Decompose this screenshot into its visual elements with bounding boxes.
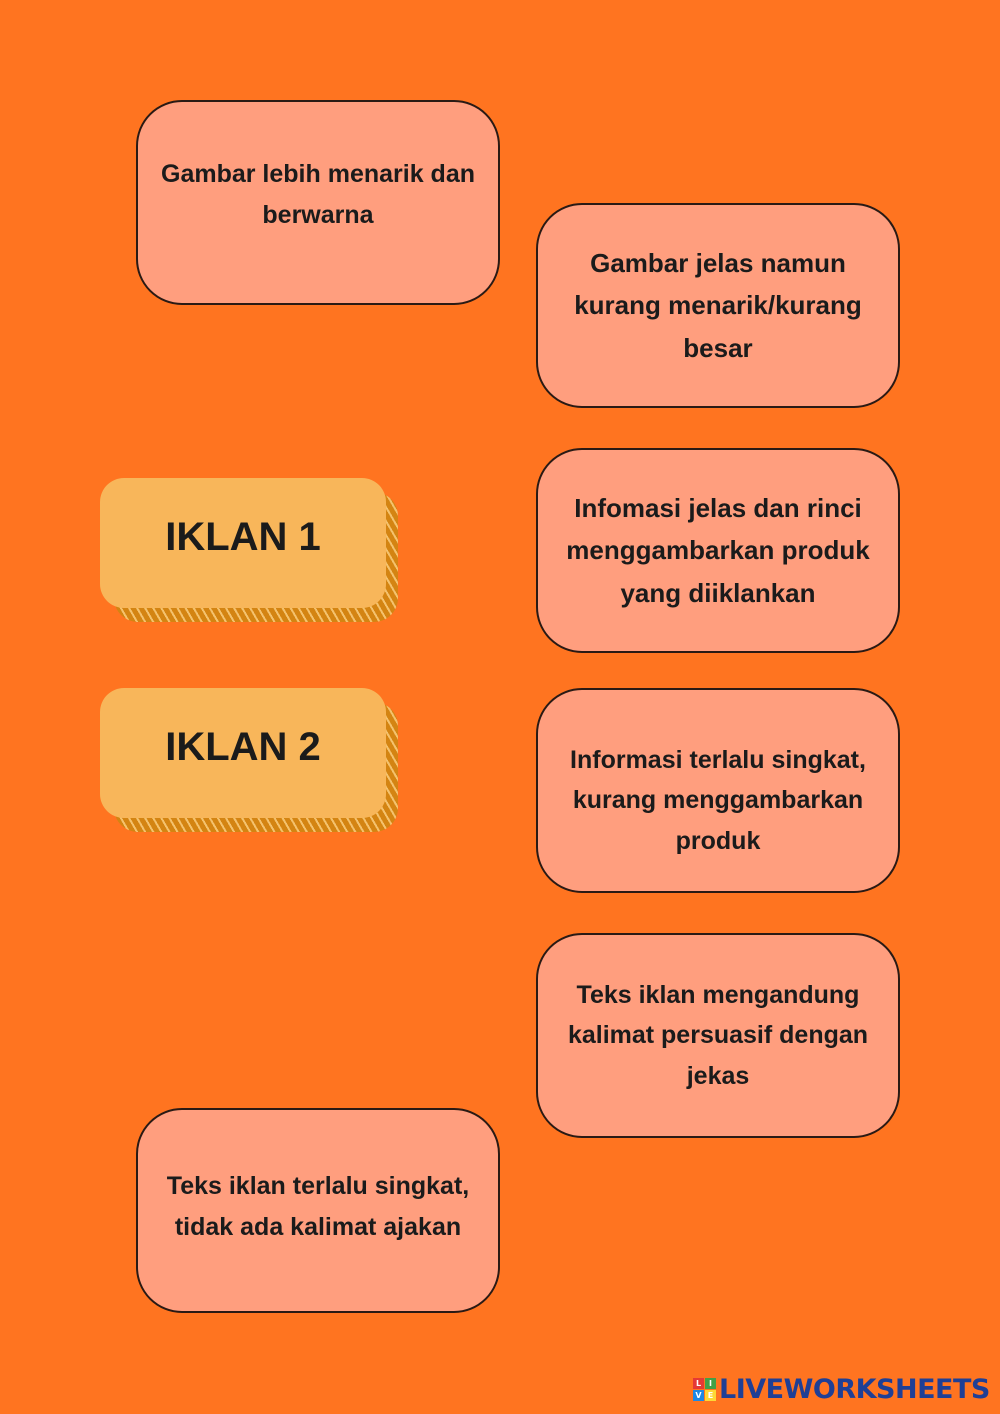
logo-letter-e: E bbox=[705, 1390, 716, 1401]
liveworksheets-logo-icon bbox=[693, 1378, 716, 1401]
answer-card-4-text: Informasi terlalu singkat, kurang menggambarkan produk bbox=[570, 745, 866, 855]
answer-card-6[interactable] bbox=[136, 1108, 500, 1313]
liveworksheets-logo bbox=[693, 1374, 990, 1405]
answer-card-5[interactable] bbox=[536, 933, 900, 1138]
answer-card-3[interactable] bbox=[536, 448, 900, 653]
answer-card-1[interactable] bbox=[136, 100, 500, 305]
answer-card-5-text: Teks iklan mengandung kalimat persuasif dengan jekas bbox=[567, 980, 869, 1090]
logo-letter-l: L bbox=[693, 1378, 704, 1389]
answer-card-1-text: Gambar lebih menarik dan berwarna bbox=[161, 160, 475, 229]
iklan-1-label[interactable] bbox=[100, 478, 400, 623]
answer-card-2[interactable] bbox=[536, 203, 900, 408]
answer-card-4[interactable] bbox=[536, 688, 900, 893]
iklan-1-label-text: IKLAN 1 bbox=[100, 478, 386, 608]
answer-card-6-text: Teks iklan terlalu singkat, tidak ada kalimat ajakan bbox=[166, 1172, 470, 1241]
liveworksheets-logo-text: LIVEWORKSHEETS bbox=[719, 1374, 990, 1405]
answer-card-3-text: Infomasi jelas dan rinci menggambarkan produk yang diiklankan bbox=[566, 492, 870, 608]
answer-card-2-text: Gambar jelas namun kurang menarik/kurang besar bbox=[574, 247, 862, 363]
logo-letter-i: I bbox=[705, 1378, 716, 1389]
iklan-2-label[interactable] bbox=[100, 688, 400, 833]
iklan-2-label-text: IKLAN 2 bbox=[100, 688, 386, 818]
logo-letter-v: V bbox=[693, 1390, 704, 1401]
